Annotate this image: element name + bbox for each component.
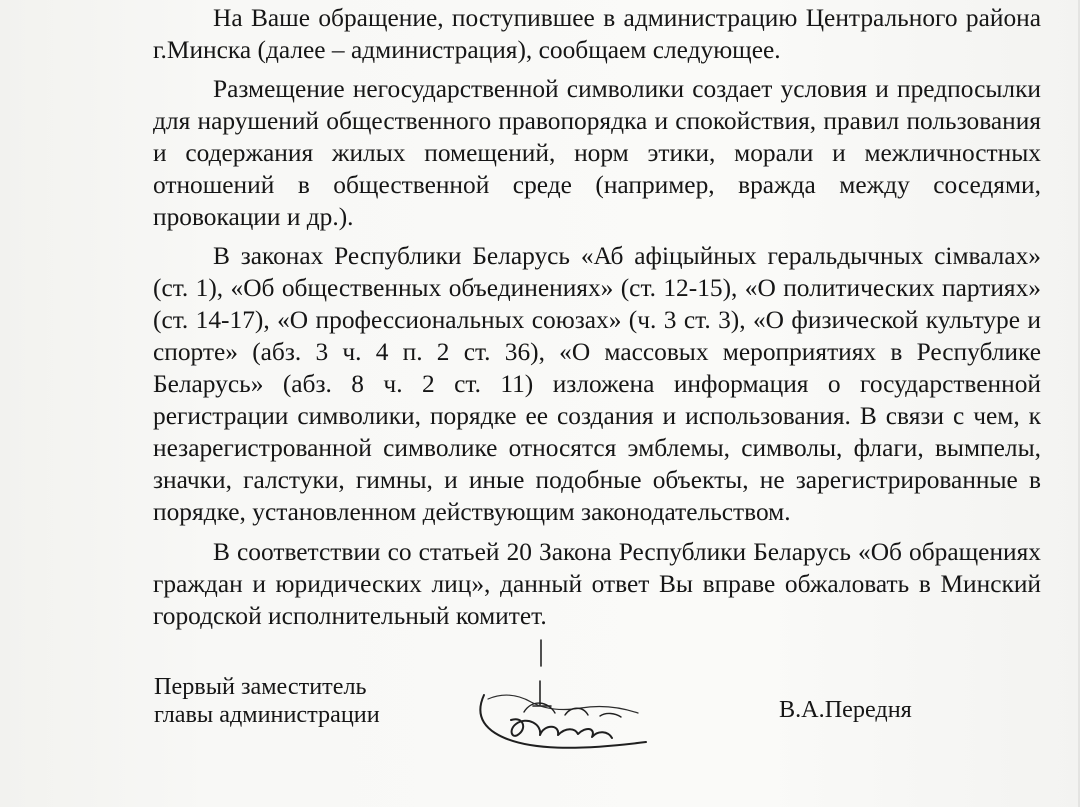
position-line-2: главы администрации (154, 701, 380, 728)
paragraph-intro: На Ваше обращение, поступившее в администрацию Центрального района г.Минска (далее – администрация), сообщаем следующее. (153, 4, 1041, 64)
signer-name: В.А.Передня (779, 696, 912, 723)
position-line-1: Первый заместитель (154, 673, 367, 700)
letter-body (153, 0, 1041, 632)
handwritten-signature (470, 636, 660, 756)
paragraph-appeal-rights: В соответствии со статьей 20 Закона Республики Беларусь «Об обращениях граждан и юридических лиц», данный ответ Вы вправе обжаловать в Минский городской исполнительный комитет. (153, 538, 1041, 630)
signatory-position (154, 673, 454, 729)
paragraph-legal-basis: В законах Республики Беларусь «Аб афіцыйных геральдычных сімвалах» (ст. 1), «Об общественных объединениях» (ст. 12-15), «О политических партиях» (ст. 14-17), «О профессиональных союзах» (ч. 3 ст. 3), «О физической культуре и спорте» (абз. 3 ч. 4 п. 2 ст. 36), «О массовых мероприятиях в Республике Беларусь» (абз. 8 ч. 2 ст. 11) изложена информация о государственной регистрации символики, порядке ее создания и использования. В связи с чем, к незарегистрованной символике относятся эмблемы, символы, флаги, вымпелы, значки, галстуки, гимны, и иные подобные объекты, не зарегистрированные в порядке, установленном действующим законодательством. (153, 242, 1041, 526)
paragraph-symbolism-risks: Размещение негосударственной символики создает условия и предпосылки для нарушений общественного правопорядка и спокойствия, правил пользования и содержания жилых помещений, норм этики, морали и межличностных отношений в общественной среде (например, вражда между соседями, провокации и др.). (153, 75, 1041, 231)
